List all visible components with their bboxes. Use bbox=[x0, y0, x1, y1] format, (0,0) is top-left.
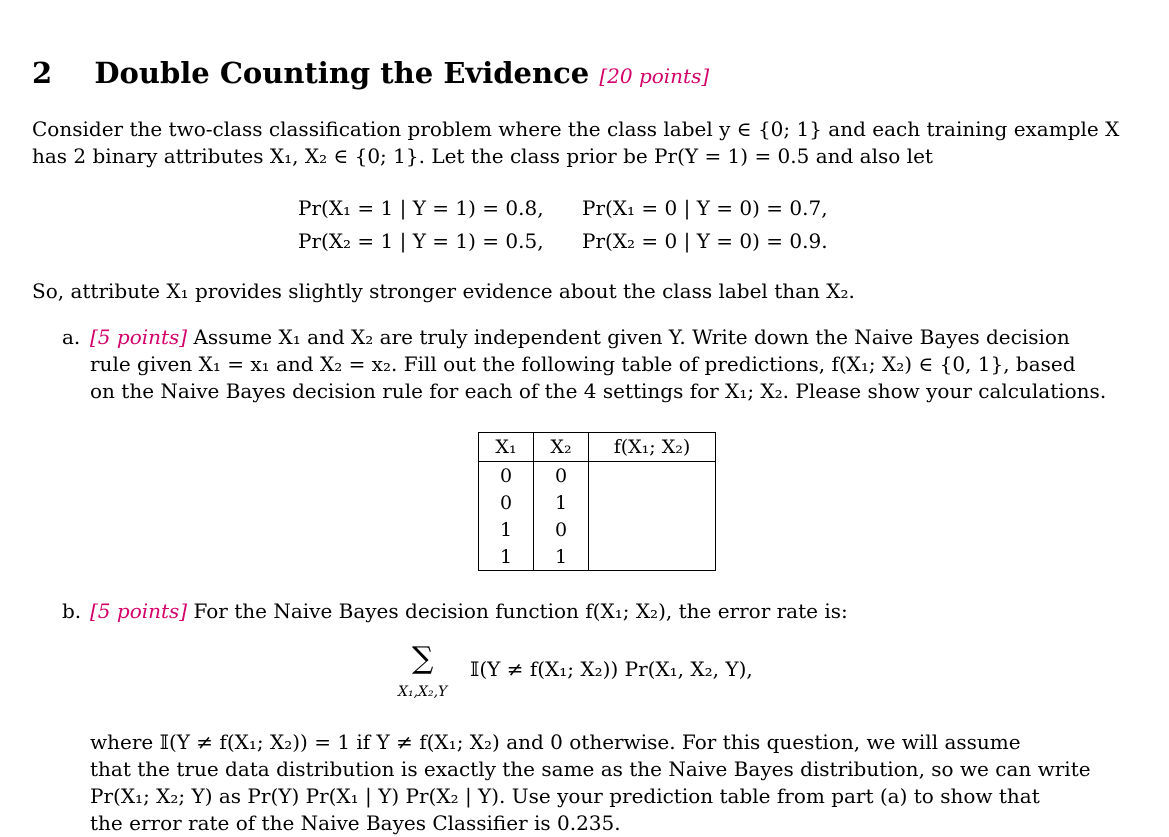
prediction-table bbox=[478, 432, 716, 571]
header-f: f(X₁; X₂) bbox=[589, 433, 716, 462]
header-x1: X₁ bbox=[479, 433, 534, 462]
part-b-text-1: For the Naive Bayes decision function f(X₁; X₂), the error rate is: bbox=[193, 599, 848, 623]
summary-text: So, attribute X₁ provides slightly stronger evidence about the class label than X₂. bbox=[32, 279, 855, 303]
cell-x1: 1 bbox=[479, 516, 534, 543]
part-b-line-2: where 𝕀(Y ≠ f(X₁; X₂)) = 1 if Y ≠ f(X₁; X₂) and 0 otherwise. For this question, we will assume bbox=[90, 730, 1021, 754]
part-a-points: [5 points] bbox=[90, 325, 188, 349]
part-b-line-1 bbox=[90, 598, 848, 625]
equation-row2-left: Pr(X₂ = 1 | Y = 1) = 0.5, bbox=[298, 229, 544, 253]
table-row bbox=[479, 516, 716, 543]
part-b-line-5: the error rate of the Naive Bayes Classifier is 0.235. bbox=[90, 811, 621, 835]
cell-f bbox=[589, 489, 716, 516]
intro-line-1: Consider the two-class classification problem where the class label y ∈ {0; 1} and each training example X bbox=[32, 117, 1120, 141]
cell-x2: 0 bbox=[534, 516, 589, 543]
part-a-line-3: on the Naive Bayes decision rule for each of the 4 settings for X₁; X₂. Please show your calculations. bbox=[90, 379, 1107, 403]
sum-symbol: ∑ bbox=[412, 641, 434, 676]
cell-x1: 0 bbox=[479, 462, 534, 490]
part-a-label: a. bbox=[62, 325, 81, 349]
part-b-line-3: that the true data distribution is exactly the same as the Naive Bayes distribution, so we can write bbox=[90, 757, 1091, 781]
cell-f bbox=[589, 543, 716, 571]
part-a-line-1 bbox=[90, 324, 1070, 351]
cell-x1: 1 bbox=[479, 543, 534, 571]
part-a-line-2: rule given X₁ = x₁ and X₂ = x₂. Fill out the following table of predictions, f(X₁; X₂) ∈ {0, 1}, based bbox=[90, 352, 1076, 376]
section-number: 2 bbox=[32, 56, 53, 90]
cell-x1: 0 bbox=[479, 489, 534, 516]
cell-x2: 1 bbox=[534, 543, 589, 571]
part-b-label: b. bbox=[62, 599, 82, 623]
section-heading bbox=[32, 56, 709, 90]
cell-f bbox=[589, 462, 716, 490]
equation-row2-right: Pr(X₂ = 0 | Y = 0) = 0.9. bbox=[582, 229, 828, 253]
table-row bbox=[479, 543, 716, 571]
part-b-line-4: Pr(X₁; X₂; Y) as Pr(Y) Pr(X₁ | Y) Pr(X₂ | Y). Use your prediction table from part (a) to show that bbox=[90, 784, 1040, 808]
table-row bbox=[479, 489, 716, 516]
header-x2: X₂ bbox=[534, 433, 589, 462]
cell-x2: 1 bbox=[534, 489, 589, 516]
cell-f bbox=[589, 516, 716, 543]
sum-body: 𝕀(Y ≠ f(X₁; X₂)) Pr(X₁, X₂, Y), bbox=[470, 657, 753, 681]
equation-row1-left: Pr(X₁ = 1 | Y = 1) = 0.8, bbox=[298, 196, 544, 220]
section-points: [20 points] bbox=[599, 64, 710, 88]
intro-line-2: has 2 binary attributes X₁, X₂ ∈ {0; 1}. Let the class prior be Pr(Y = 1) = 0.5 and also let bbox=[32, 144, 933, 168]
table-row bbox=[479, 462, 716, 490]
equation-row1-right: Pr(X₁ = 0 | Y = 0) = 0.7, bbox=[582, 196, 828, 220]
part-a-text-1: Assume X₁ and X₂ are truly independent given Y. Write down the Naive Bayes decision bbox=[193, 325, 1070, 349]
section-title: Double Counting the Evidence bbox=[94, 56, 590, 90]
sum-subscript: X₁,X₂,Y bbox=[398, 684, 448, 700]
table-header-row bbox=[479, 433, 716, 462]
cell-x2: 0 bbox=[534, 462, 589, 490]
part-b-points: [5 points] bbox=[90, 599, 188, 623]
